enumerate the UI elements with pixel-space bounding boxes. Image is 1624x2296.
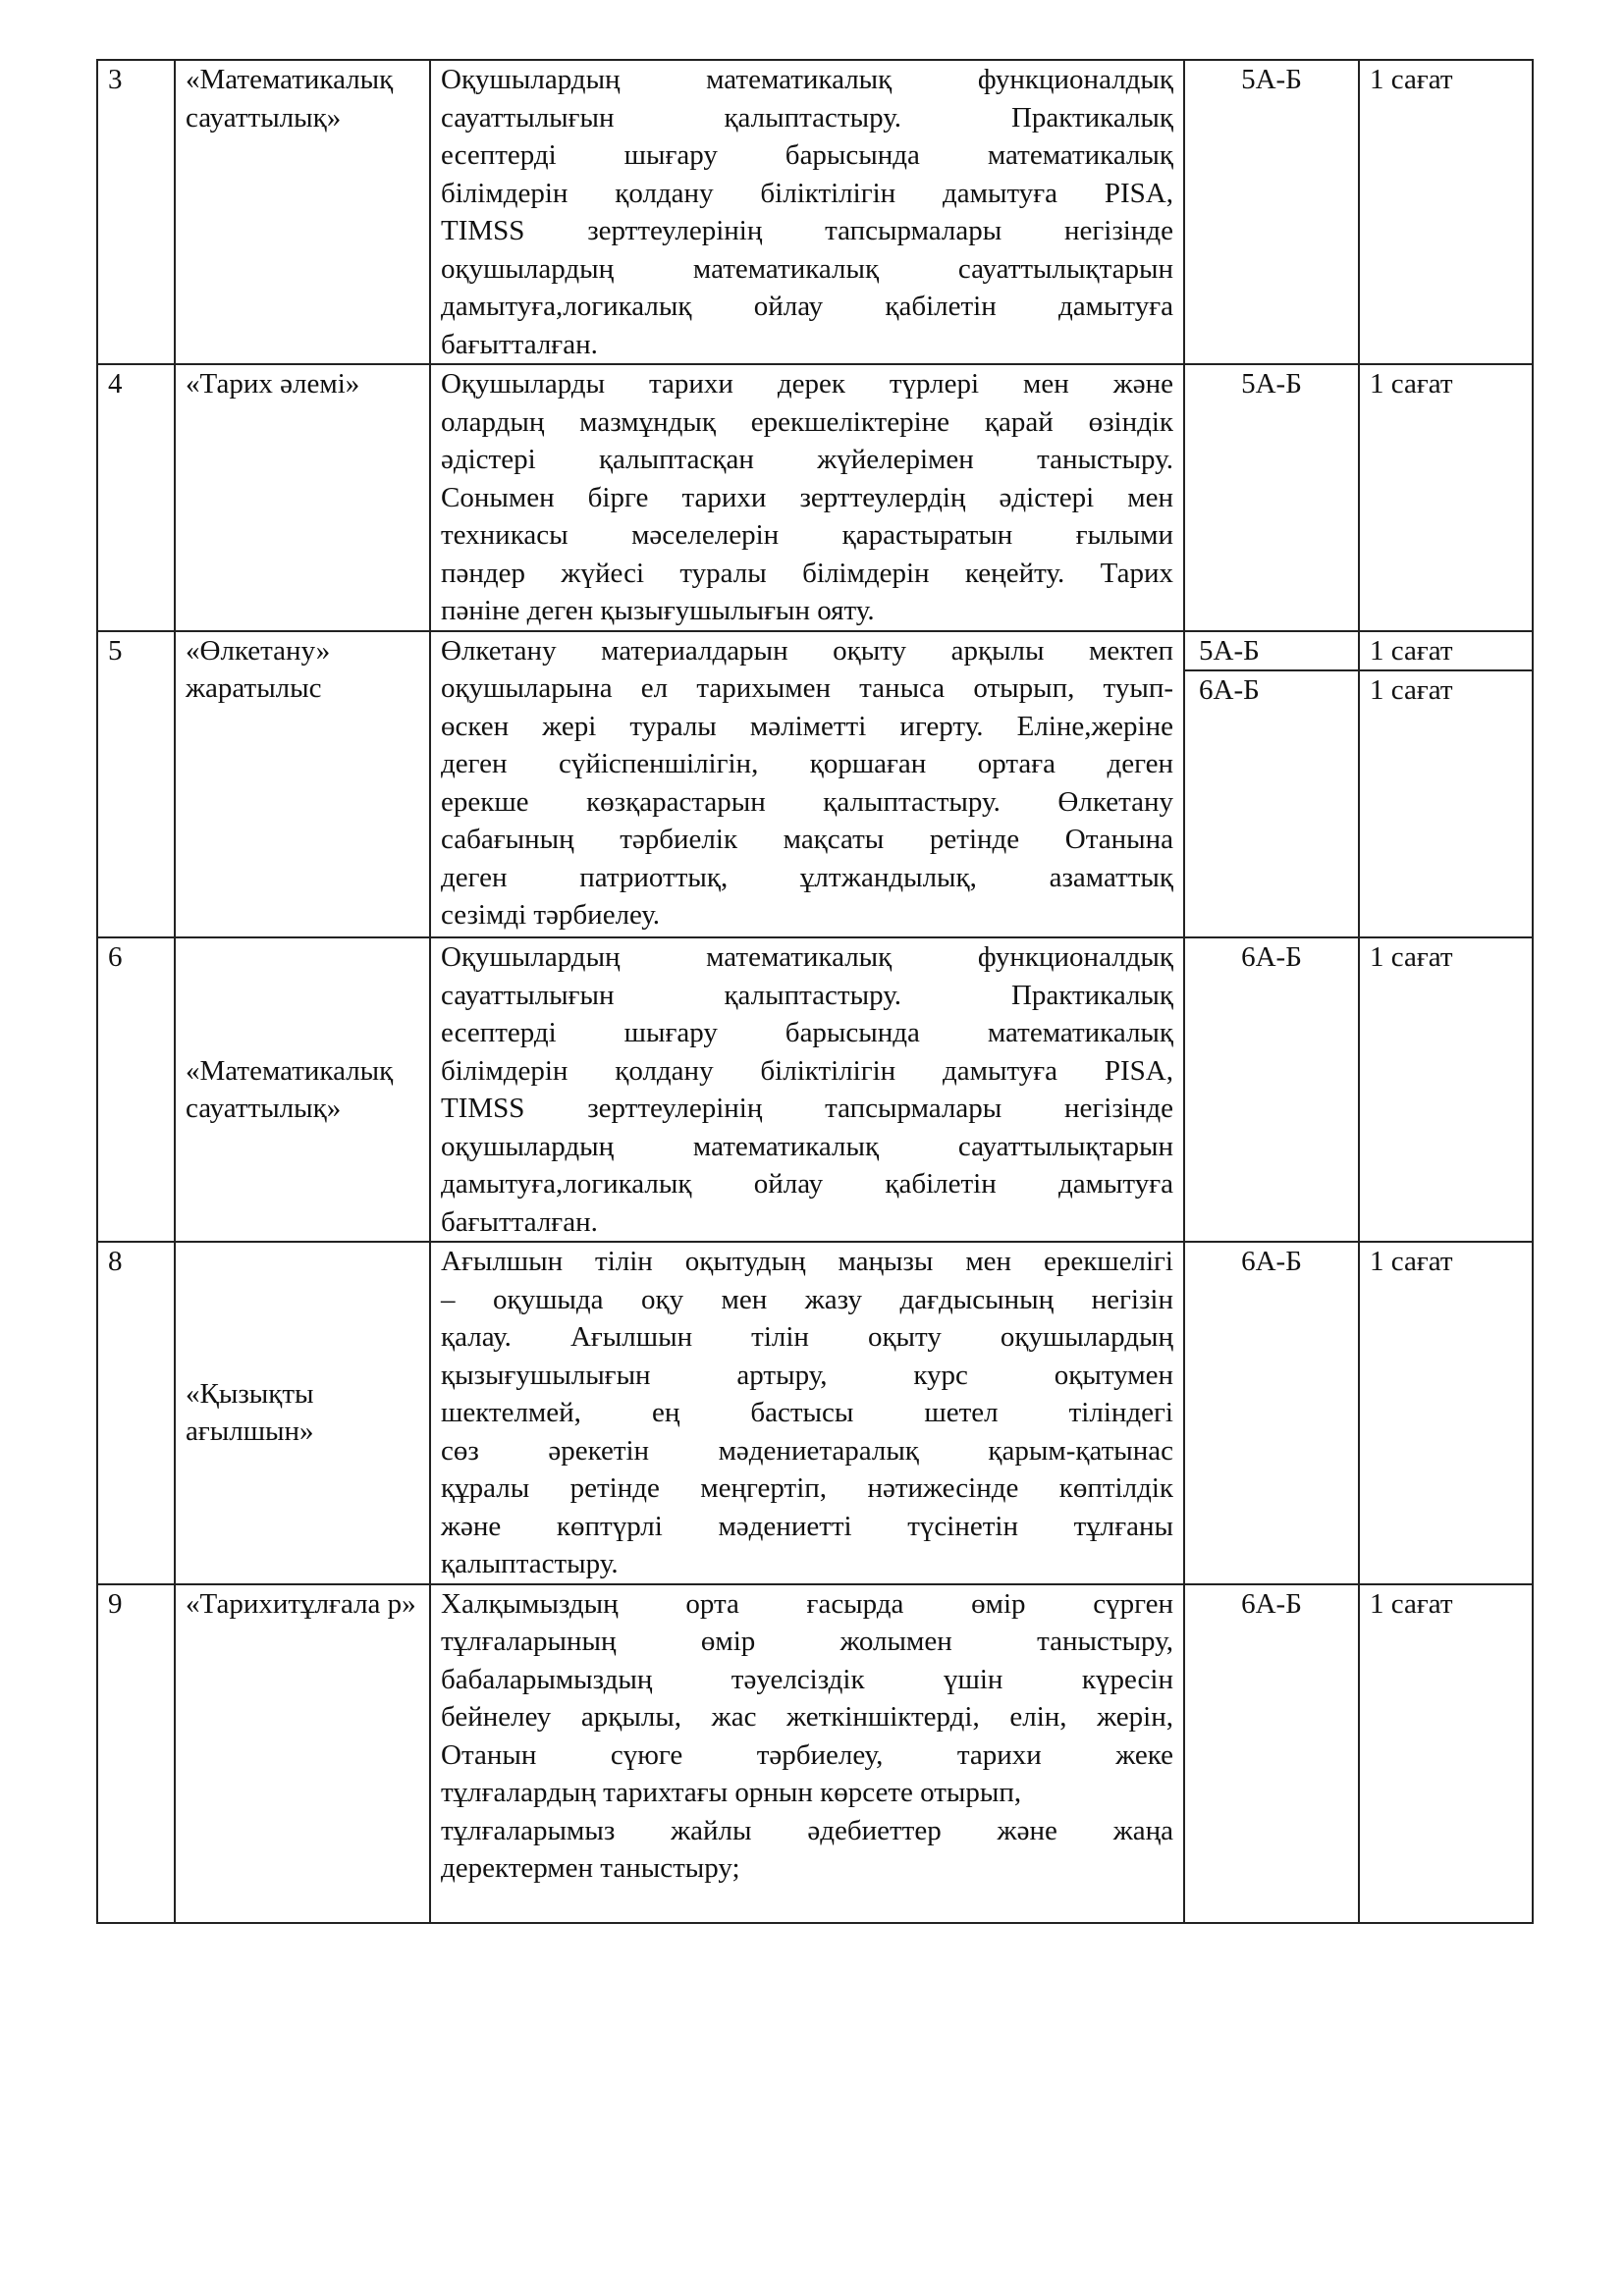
class-cell: 6А-Б	[1184, 670, 1359, 937]
description-line: тұлғаларының өмір жолымен таныстыру,	[441, 1626, 1173, 1657]
description-line: TIMSS зерттеулерінің тапсырмалары негізінде	[441, 215, 1173, 246]
description-line: сезімді тәрбиелеу.	[441, 899, 661, 931]
description-line: Ағылшын тілін оқытудың маңызы мен ерекшелігі	[441, 1246, 1173, 1277]
description-line: Оқушыларды тарихи дерек түрлері мен және	[441, 368, 1173, 400]
table-row	[97, 1242, 1533, 1584]
table-row	[97, 60, 1533, 364]
description-line: бейнелеу арқылы, жас жеткіншіктерді, елін, жерін,	[441, 1701, 1173, 1733]
description-line: Сонымен бірге тарихи зерттеулердің әдістері мен	[441, 481, 1173, 513]
hours-cell: 1 сағат	[1359, 631, 1533, 671]
description-line: бағытталған.	[441, 1205, 598, 1238]
description-line: құралы ретінде меңгертіп, нәтижесінде көптілдік	[441, 1472, 1173, 1504]
description-line: дамытуға,логикалық ойлау қабілетін дамытуға	[441, 1168, 1173, 1200]
description-line: қызығушылығын артыру, курс оқытумен	[441, 1359, 1173, 1391]
description-line: оқушыларына ел тарихымен таныса отырып, туып-	[441, 672, 1173, 704]
description-line: есептерді шығару барысында математикалық	[441, 1017, 1173, 1048]
course-name: «Математикалық сауаттылық»	[175, 60, 430, 364]
description-line: білімдерін қолдану біліктілігін дамытуға PISA,	[441, 1054, 1173, 1087]
description-line: сауаттылығын қалыптастыру. Практикалық	[441, 979, 1173, 1011]
description-line: олардың мазмұндық ерекшеліктеріне қарай өзіндік	[441, 405, 1173, 438]
row-number: 9	[97, 1584, 175, 1923]
description-line: Отанын сүюге тәрбиелеу, тарихи жеке	[441, 1738, 1173, 1771]
table-row	[97, 631, 1533, 671]
table-row	[97, 364, 1533, 631]
description-line: тұлғалардың тарихтағы орнын көрсете отырып,	[441, 1777, 1022, 1808]
hours-cell: 1 сағат	[1359, 60, 1533, 364]
row-number: 4	[97, 364, 175, 631]
description-line: оқушылардың математикалық сауаттылықтарын	[441, 1130, 1173, 1162]
course-description	[430, 1584, 1184, 1923]
class-cell: 5А-Б	[1184, 364, 1359, 631]
course-description	[430, 364, 1184, 631]
class-cell: 6А-Б	[1184, 937, 1359, 1242]
course-name: «Тарихитұлғала р»	[175, 1584, 430, 1923]
description-line: сауаттылығын қалыптастыру. Практикалық	[441, 101, 1173, 133]
description-line: есептерді шығару барысында математикалық	[441, 139, 1173, 171]
description-line: қалау. Ағылшын тілін оқыту оқушылардың	[441, 1321, 1173, 1353]
hours-cell: 1 сағат	[1359, 670, 1533, 937]
description-line: Оқушылардың математикалық функционалдық	[441, 941, 1173, 973]
hours-cell: 1 сағат	[1359, 937, 1533, 1242]
course-table	[96, 59, 1534, 1924]
description-line: ерекше көзқарастарын қалыптастыру. Өлкетану	[441, 785, 1173, 818]
description-line: әдістері қалыптасқан жүйелерімен таныстыру.	[441, 444, 1173, 475]
description-line: Оқушылардың математикалық функционалдық	[441, 64, 1173, 95]
course-name	[175, 631, 430, 938]
description-line: деген сүйіспеншілігін, қоршаған ортаға деген	[441, 748, 1173, 779]
description-line: TIMSS зерттеулерінің тапсырмалары негізінде	[441, 1093, 1173, 1124]
hours-cell: 1 сағат	[1359, 1242, 1533, 1584]
description-line: сабағының тәрбиелік мақсаты ретінде Отанына	[441, 824, 1173, 855]
course-name: «Математикалық сауаттылық»	[175, 937, 430, 1242]
description-line: пәндер жүйесі туралы білімдерін кеңейту. Тарих	[441, 557, 1173, 589]
description-line: техникасы мәселелерін қарастыратын ғылыми	[441, 519, 1173, 551]
description-line: шектелмей, ең бастысы шетел тіліндегі	[441, 1397, 1173, 1428]
description-line: бабаларымыздың тәуелсіздік үшін күресін	[441, 1663, 1173, 1695]
course-name: «Қызықты ағылшын»	[175, 1242, 430, 1584]
table-row	[97, 937, 1533, 1242]
hours-cell: 1 сағат	[1359, 364, 1533, 631]
row-number: 5	[97, 631, 175, 938]
description-line: және көптүрлі мәдениетті түсінетін тұлғаны	[441, 1510, 1173, 1542]
hours-cell: 1 сағат	[1359, 1584, 1533, 1923]
class-cell: 5А-Б	[1184, 60, 1359, 364]
description-line: білімдерін қолдану біліктілігін дамытуға PISA,	[441, 177, 1173, 209]
table-row	[97, 1584, 1533, 1923]
class-cell: 6А-Б	[1184, 1584, 1359, 1923]
description-line: сөз әрекетін мәдениетаралық қарым-қатынас	[441, 1434, 1173, 1467]
description-line: қалыптастыру.	[441, 1548, 619, 1579]
description-line: деген патриоттық, ұлтжандылық, азаматтық	[441, 861, 1173, 893]
description-line: Өлкетану материалдарын оқыту арқылы мектеп	[441, 634, 1173, 667]
description-line: Халқымыздың орта ғасырда өмір сүрген	[441, 1587, 1173, 1620]
class-cell: 6А-Б	[1184, 1242, 1359, 1584]
course-description	[430, 631, 1184, 938]
description-line: оқушылардың математикалық сауаттылықтарын	[441, 252, 1173, 285]
course-name-line: жаратылыс	[186, 672, 322, 704]
row-number: 3	[97, 60, 175, 364]
description-line: өскен жері туралы мәліметті игерту. Еліне,жеріне	[441, 710, 1173, 742]
course-description	[430, 1242, 1184, 1584]
row-number: 6	[97, 937, 175, 1242]
course-description	[430, 937, 1184, 1242]
description-line: дамытуға,логикалық ойлау қабілетін дамытуға	[441, 291, 1173, 322]
description-line: – оқушыда оқу мен жазу дағдысының негізін	[441, 1283, 1173, 1315]
course-name-line: «Өлкетану»	[186, 634, 331, 667]
description-line: бағытталған.	[441, 328, 598, 360]
description-line: деректермен таныстыру;	[441, 1852, 740, 1884]
course-name: «Тарих әлемі»	[175, 364, 430, 631]
description-line: пәніне деген қызығушылығын ояту.	[441, 595, 875, 626]
row-number: 8	[97, 1242, 175, 1584]
description-line: тұлғаларымыз жайлы әдебиеттер және жаңа	[441, 1814, 1173, 1846]
class-cell: 5А-Б	[1184, 631, 1359, 671]
course-description	[430, 60, 1184, 364]
